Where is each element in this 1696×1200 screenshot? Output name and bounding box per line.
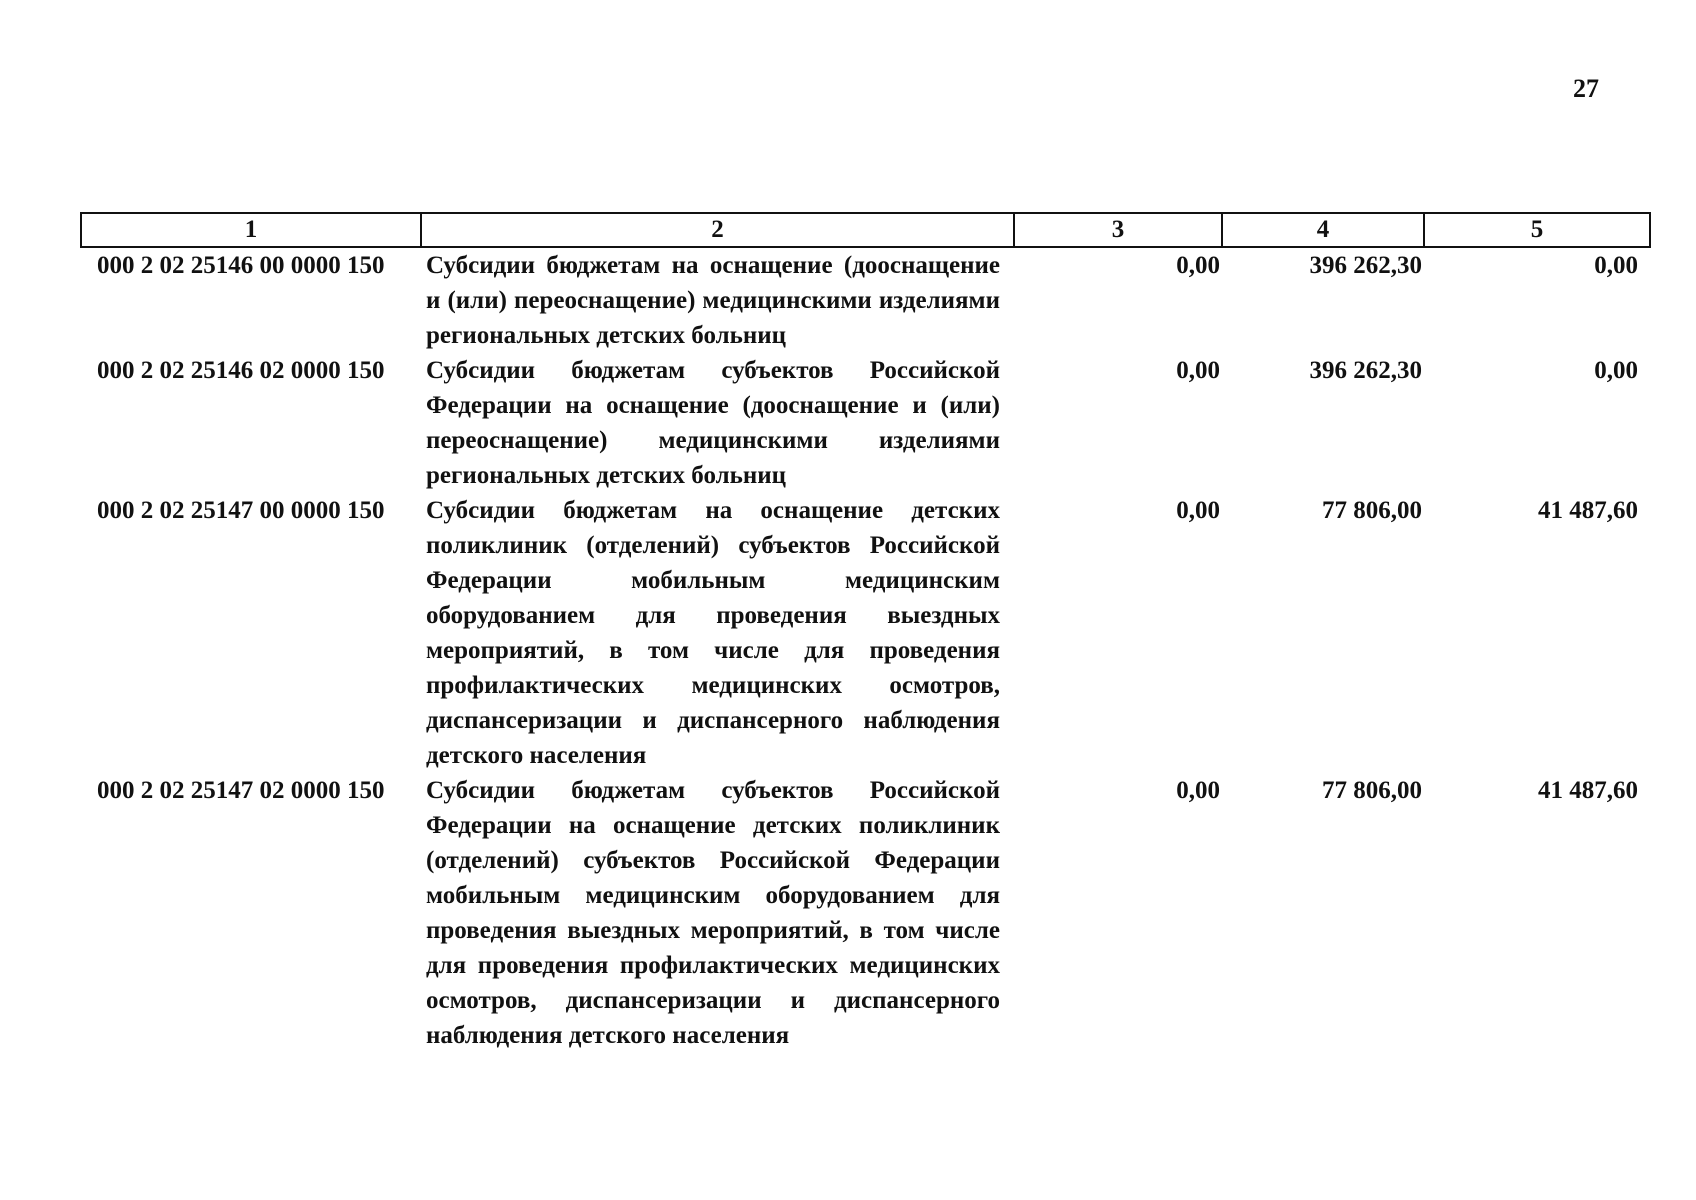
header-col-5: 5 [1424,213,1650,247]
row-description: Субсидии бюджетам на оснащение детских поликлиник (отделений) субъектов Российской Федерации мобильным медицинским оборудованием для проведения выездных мероприятий, в том числе для проведения профилактических медицинских осмотров, диспансеризации и диспансерного наблюдения детского населения [426,497,1000,769]
row-value-col4: 77 806,00 [1322,777,1422,804]
row-value-col3: 0,00 [1176,497,1220,524]
header-col-1: 1 [81,213,421,247]
row-value-col5: 41 487,60 [1538,497,1638,524]
table-row [81,773,1650,1053]
row-code: 000 2 02 25146 02 0000 150 [97,357,385,384]
table-row [81,493,1650,773]
row-code: 000 2 02 25147 02 0000 150 [97,777,385,804]
header-col-2: 2 [421,213,1014,247]
header-col-3: 3 [1014,213,1222,247]
page-number: 27 [1573,74,1599,103]
row-code: 000 2 02 25146 00 0000 150 [97,252,385,279]
row-value-col3: 0,00 [1176,252,1220,279]
table-body [81,247,1650,1053]
budget-revenue-table [80,212,1651,1053]
header-row [81,213,1650,247]
table-row [81,247,1650,353]
row-value-col3: 0,00 [1176,357,1220,384]
row-code: 000 2 02 25147 00 0000 150 [97,497,385,524]
row-value-col5: 0,00 [1594,252,1638,279]
row-value-col4: 77 806,00 [1322,497,1422,524]
row-value-col5: 0,00 [1594,357,1638,384]
row-description: Субсидии бюджетам субъектов Российской Федерации на оснащение детских поликлиник (отделений) субъектов Российской Федерации мобильным медицинским оборудованием для проведения выездных мероприятий, в том числе для проведения профилактических медицинских осмотров, диспансеризации и диспансерного наблюдения детского населения [426,777,1000,1049]
table-row [81,353,1650,493]
row-description: Субсидии бюджетам на оснащение (дооснащение и (или) переоснащение) медицинскими изделиями региональных детских больниц [426,252,1000,349]
table-header [81,213,1650,247]
row-description: Субсидии бюджетам субъектов Российской Федерации на оснащение (дооснащение и (или) переоснащение) медицинскими изделиями региональных детских больниц [426,357,1000,489]
row-value-col4: 396 262,30 [1309,357,1422,384]
header-col-4: 4 [1222,213,1424,247]
row-value-col4: 396 262,30 [1309,252,1422,279]
row-value-col5: 41 487,60 [1538,777,1638,804]
row-value-col3: 0,00 [1176,777,1220,804]
